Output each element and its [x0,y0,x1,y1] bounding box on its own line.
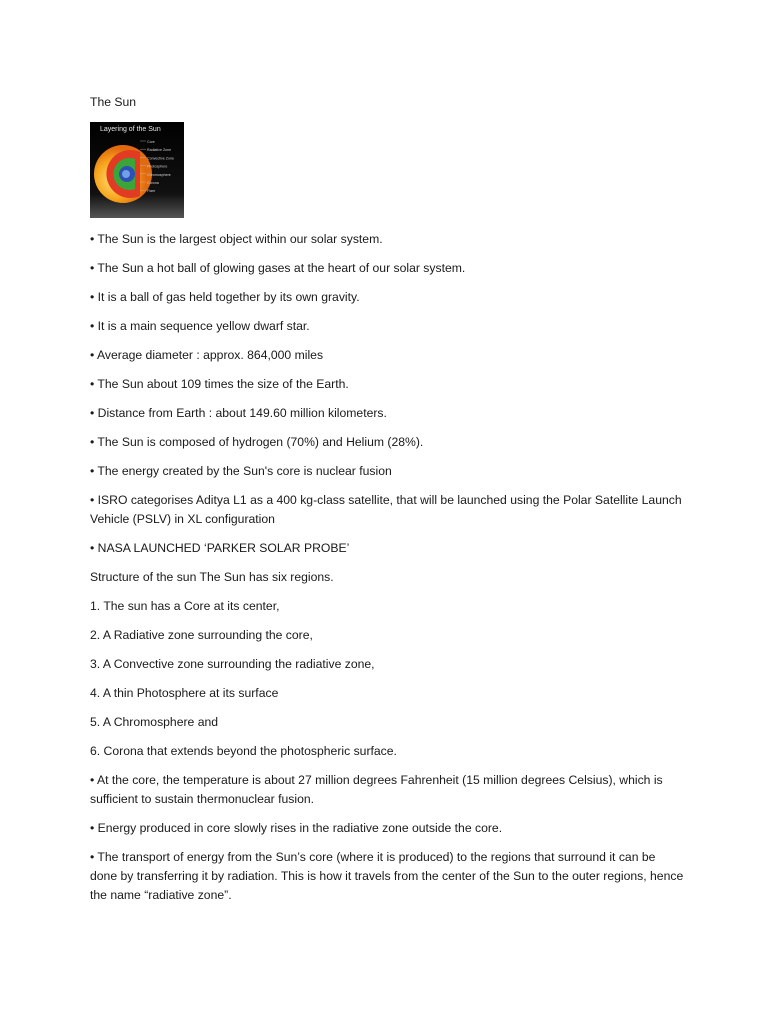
bullet-item: • NASA LAUNCHED ‘PARKER SOLAR PROBE’ [90,541,350,555]
region-item: 5. A Chromosphere and [90,715,219,729]
sun-layers-figure [90,122,184,218]
sun-core-center [122,170,130,178]
region-item: 6. Corona that extends beyond the photospheric surface. [90,744,397,758]
region-item: 4. A thin Photosphere at its surface [90,686,279,700]
figure-layer-label: Chromosphere [147,172,171,177]
bullet-item: • The Sun is the largest object within our solar system. [90,232,383,246]
detail-paragraph: • At the core, the temperature is about 27 million degrees Fahrenheit (15 million degrees Celsius), which is sufficient to sustain thermonuclear fusion. [90,773,663,806]
figure-layer-label: Corona [147,181,159,185]
bullet-item: • The Sun is composed of hydrogen (70%) and Helium (28%). [90,435,424,449]
structure-intro: Structure of the sun The Sun has six regions. [90,570,334,584]
figure-caption: Layering of the Sun [100,126,161,133]
bullet-item: • Average diameter : approx. 864,000 miles [90,348,324,362]
figure-layer-label: Convective Zone [147,156,174,161]
figure-layer-label: Radiative Zone [147,148,172,153]
detail-paragraph: • Energy produced in core slowly rises in the radiative zone outside the core. [90,821,503,835]
bullet-item: • ISRO categorises Aditya L1 as a 400 kg-class satellite, that will be launched using the Polar Satellite Launch Vehicle (PSLV) in XL configuration [90,493,682,526]
figure-layer-label: Flare [147,189,156,194]
figure-layer-label: Photosphere [147,164,168,169]
region-item: 1. The sun has a Core at its center, [90,599,280,613]
bullet-item: • The Sun about 109 times the size of the Earth. [90,377,349,391]
bullet-item: • It is a main sequence yellow dwarf star. [90,319,310,333]
bullet-item: • The Sun a hot ball of glowing gases at the heart of our solar system. [90,261,466,275]
figure-layer-label: Core [147,140,155,144]
bullet-item: • The energy created by the Sun's core is nuclear fusion [90,464,392,478]
page-title: The Sun [90,95,137,109]
region-item: 3. A Convective zone surrounding the radiative zone, [90,657,375,671]
bullet-item: • It is a ball of gas held together by its own gravity. [90,290,360,304]
detail-paragraph: • The transport of energy from the Sun’s core (where it is produced) to the regions that surround it can be done by transferring it by radiation. This is how it travels from the center of the Sun to the outer regions, hence the name “radiative zone”. [90,850,684,902]
bullet-item: • Distance from Earth : about 149.60 million kilometers. [90,406,387,420]
region-item: 2. A Radiative zone surrounding the core, [90,628,313,642]
